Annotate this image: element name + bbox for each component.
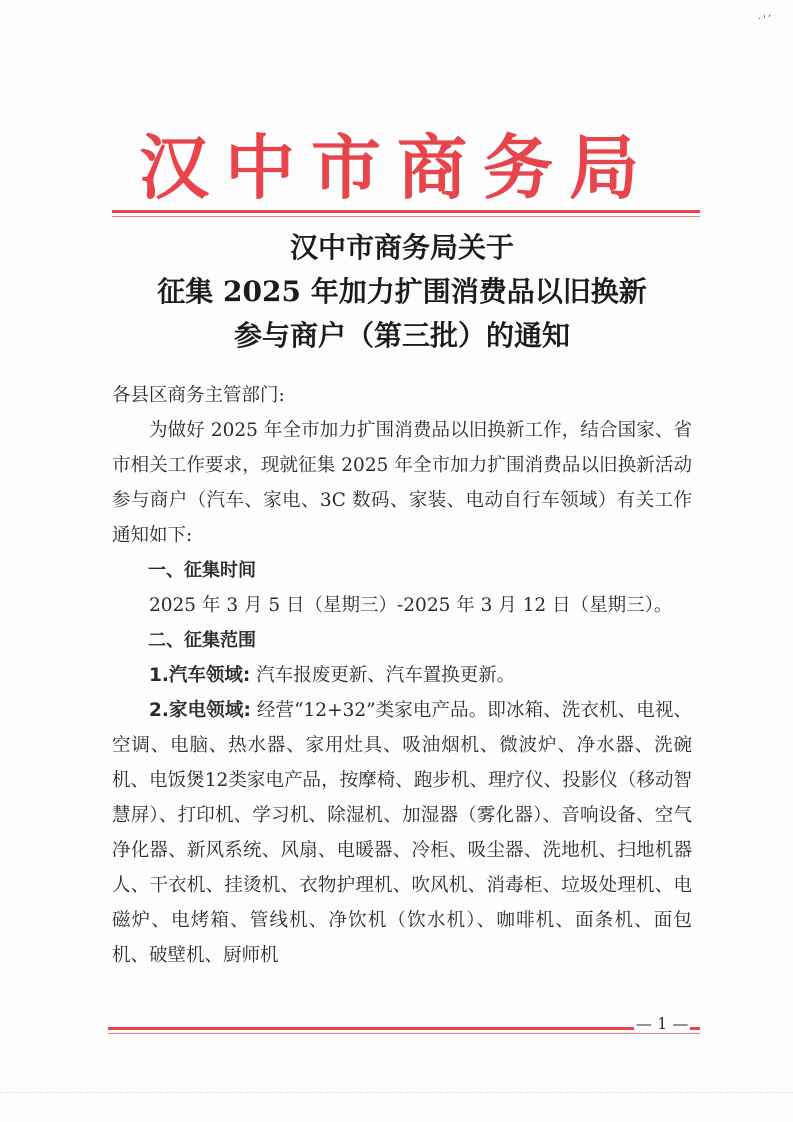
footer-rule (108, 1027, 700, 1030)
section-heading-scope: 二、征集范围 (148, 630, 256, 651)
scope-item-auto-label: 1.汽车领域: (149, 665, 251, 686)
collection-period: 2025 年 3 月 5 日（星期三）-2025 年 3 月 12 日（星期三）。 (149, 595, 673, 616)
letterhead-rule-thin (112, 216, 700, 217)
title-line-1: 汉中市商务局关于 (289, 231, 514, 264)
salutation: 各县区商务主管部门: (112, 385, 285, 406)
title-line-3: 参与商户（第三批）的通知 (233, 319, 570, 352)
title-line-2: 征集 2025 年加力扩围消费品以旧换新 (157, 275, 647, 308)
scope-item-appliance-label: 2.家电领域: (149, 700, 251, 721)
scope-item-appliance (112, 693, 692, 973)
scan-corner-mark: ·'ʼ (758, 14, 774, 25)
letterhead-rule (112, 210, 700, 213)
page-number: — 1 — (636, 1014, 689, 1033)
scan-edge-line (0, 1092, 793, 1093)
document-body (112, 378, 692, 973)
scope-item-auto (112, 658, 692, 693)
intro-paragraph: 为做好 2025 年全市加力扩围消费品以旧换新工作，结合国家、省市相关工作要求，现就征集 2025 年全市加力扩围消费品以旧换新活动参与商户（汽车、家电、3C 数码、家装、电动自行车领域）有关工作通知如下: (112, 420, 692, 546)
letterhead-title: 汉中市商务局 (139, 126, 655, 209)
document-title (112, 226, 692, 358)
scope-item-appliance-text: 经营“12+32”类家电产品。即冰箱、洗衣机、电视、空调、电脑、热水器、家用灶具、吸油烟机、微波炉、净水器、洗碗机、电饭煲12类家电产品，按摩椅、跑步机、理疗仪、投影仪（移动智慧屏）、打印机、学习机、除湿机、加湿器（雾化器）、音响设备、空气净化器、新风系统、风扇、电暖器、冷柜、吸尘器、洗地机、扫地机器人、干衣机、挂烫机、衣物护理机、吹风机、消毒柜、垃圾处理机、电磁炉、电烤箱、管线机、净饮机（饮水机）、咖啡机、面条机、面包机、破壁机、厨师机 (112, 700, 692, 966)
section-heading-time: 一、征集时间 (148, 560, 256, 581)
footer-rule-thin (108, 1033, 700, 1034)
scope-item-auto-text: 汽车报废更新、汽车置换更新。 (250, 665, 516, 686)
